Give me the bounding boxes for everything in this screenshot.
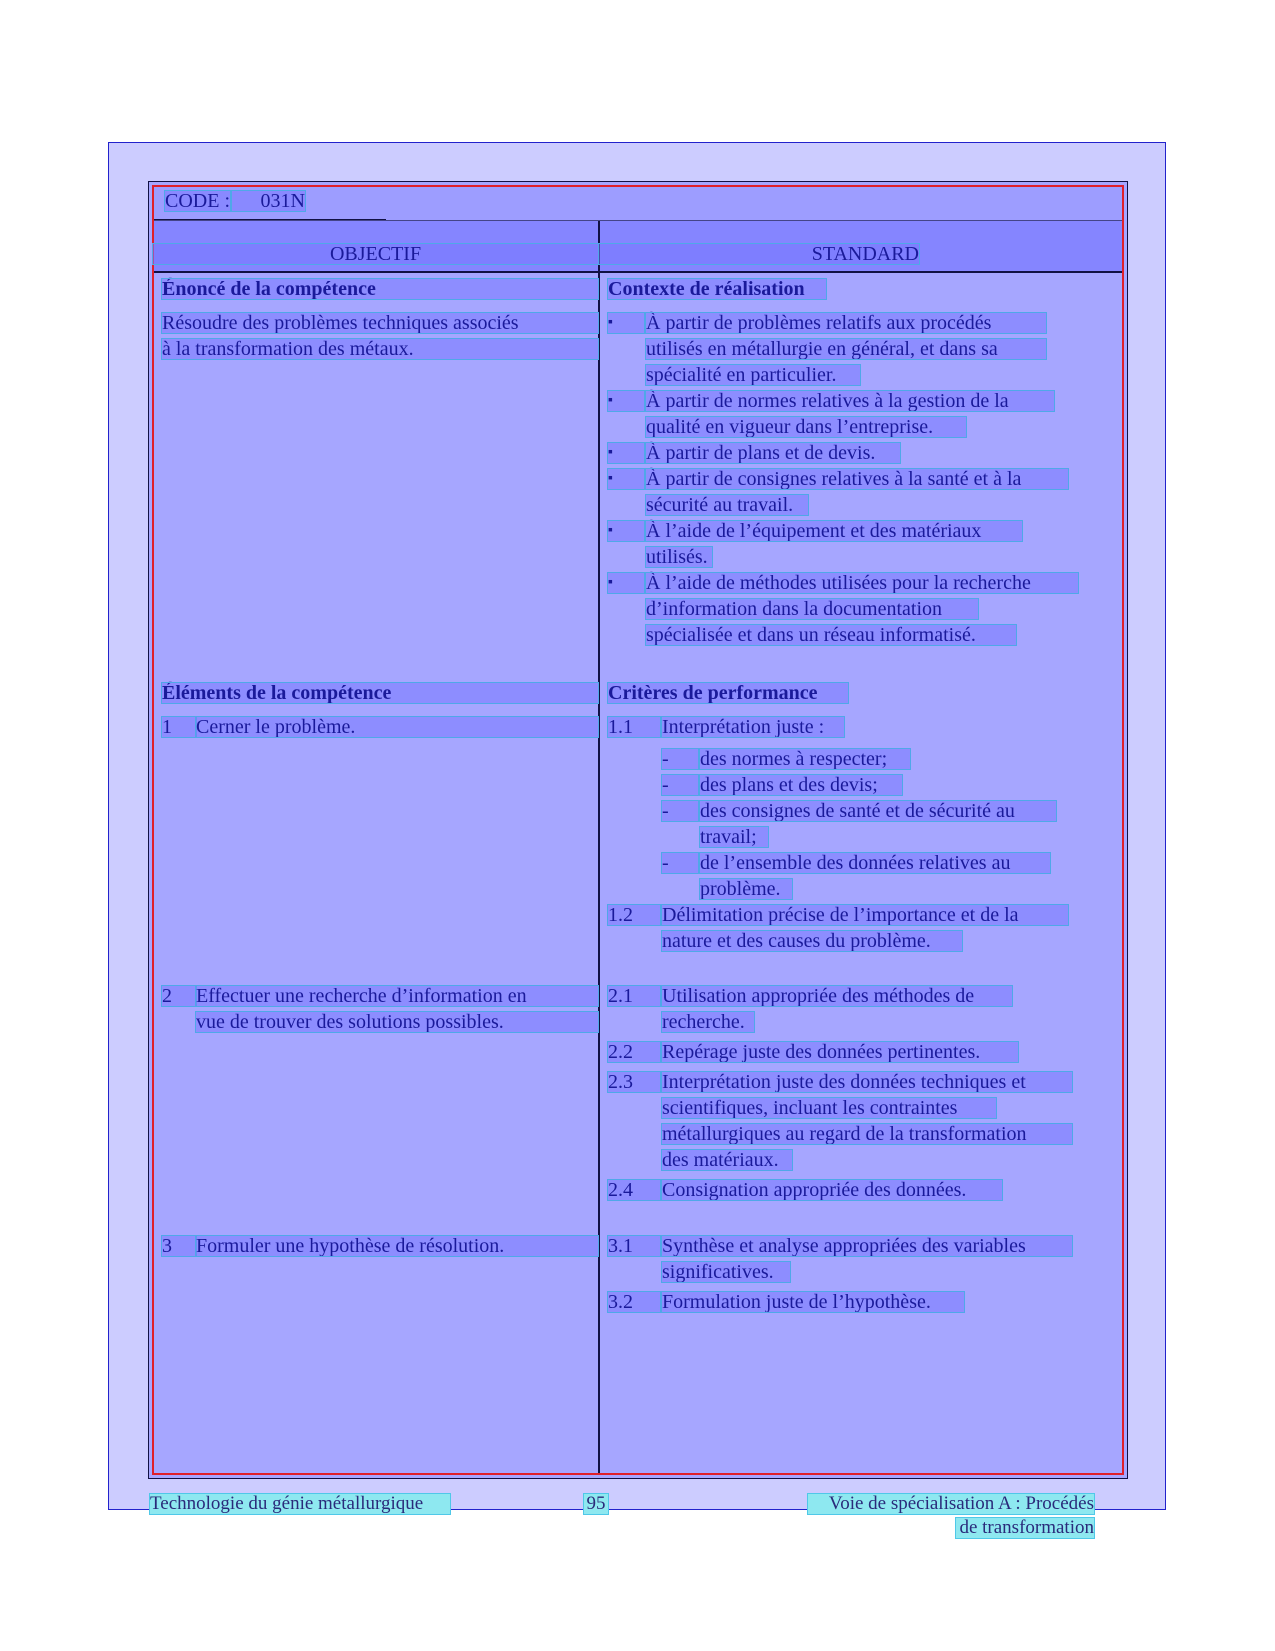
criterion-line: Interprétation juste : [662, 717, 844, 737]
column-header-objectif: OBJECTIF [153, 244, 598, 264]
bullet-icon: ▪ [608, 443, 644, 463]
criterion-line: Repérage juste des données pertinentes. [662, 1042, 1018, 1062]
context-line: À l’aide de méthodes utilisées pour la recherche [646, 573, 1078, 593]
context-line: qualité en vigueur dans l’entreprise. [646, 417, 966, 437]
code-label: CODE : [165, 190, 230, 212]
criterion-number: 2.3 [608, 1072, 660, 1092]
enonce-line: Résoudre des problèmes techniques associés [162, 313, 598, 333]
criterion-subline: des plans et des devis; [700, 775, 902, 795]
context-line: spécialisée et dans un réseau informatisé. [646, 625, 1016, 645]
criterion-number: 2.2 [608, 1042, 660, 1062]
criterion-number: 1.2 [608, 905, 660, 925]
section-title-contexte: Contexte de réalisation [608, 279, 826, 299]
criterion-line: des matériaux. [662, 1150, 792, 1170]
criterion-subline: problème. [700, 879, 792, 899]
criterion-subline: de l’ensemble des données relatives au [700, 853, 1050, 873]
dash-icon: - [662, 775, 698, 795]
criterion-number: 2.4 [608, 1180, 660, 1200]
bullet-icon: ▪ [608, 391, 644, 411]
criterion-line: Formulation juste de l’hypothèse. [662, 1292, 964, 1312]
bullet-icon: ▪ [608, 469, 644, 489]
bullet-icon: ▪ [608, 521, 644, 541]
section-title-elements: Éléments de la compétence [162, 683, 598, 703]
element-line: vue de trouver des solutions possibles. [196, 1012, 598, 1032]
context-line: À l’aide de l’équipement et des matériaux [646, 521, 1022, 541]
criterion-line: significatives. [662, 1262, 790, 1282]
section-title-enonce: Énoncé de la compétence [162, 279, 598, 299]
criterion-line: métallurgiques au regard de la transformation [662, 1124, 1072, 1144]
dash-icon: - [662, 801, 698, 821]
context-line: sécurité au travail. [646, 495, 808, 515]
competency-table [148, 181, 1128, 1479]
criterion-number: 2.1 [608, 986, 660, 1006]
criterion-line: Consignation appropriée des données. [662, 1180, 1002, 1200]
context-line: utilisés. [646, 547, 712, 567]
criterion-line: Interprétation juste des données techniques et [662, 1072, 1072, 1092]
element-number: 2 [162, 986, 196, 1006]
criterion-line: nature et des causes du problème. [662, 931, 962, 951]
context-line: À partir de normes relatives à la gestion de la [646, 391, 1054, 411]
context-line: utilisés en métallurgie en général, et dans sa [646, 339, 1046, 359]
dash-icon: - [662, 853, 698, 873]
page-number: 95 [584, 1494, 608, 1514]
dash-icon: - [662, 749, 698, 769]
enonce-line: à la transformation des métaux. [162, 339, 598, 359]
footer-left: Technologie du génie métallurgique [150, 1494, 450, 1514]
bullet-icon: ▪ [608, 313, 644, 333]
column-divider [598, 221, 600, 1475]
element-number: 3 [162, 1236, 196, 1256]
context-line: À partir de problèmes relatifs aux procédés [646, 313, 1046, 333]
element-number: 1 [162, 717, 196, 737]
element-line: Formuler une hypothèse de résolution. [196, 1236, 598, 1256]
criterion-line: recherche. [662, 1012, 754, 1032]
footer-right-line: Voie de spécialisation A : Procédés [808, 1494, 1094, 1514]
criterion-number: 1.1 [608, 717, 660, 737]
code-value: 031N [232, 191, 305, 211]
context-line: À partir de consignes relatives à la santé et à la [646, 469, 1068, 489]
criterion-subline: des consignes de santé et de sécurité au [700, 801, 1056, 821]
criterion-number: 3.2 [608, 1292, 660, 1312]
context-line: À partir de plans et de devis. [646, 443, 900, 463]
section-title-criteres: Critères de performance [608, 683, 848, 703]
header-divider [153, 271, 1123, 273]
criterion-line: Délimitation précise de l’importance et de la [662, 905, 1068, 925]
criterion-line: scientifiques, incluant les contraintes [662, 1098, 996, 1118]
bullet-icon: ▪ [608, 573, 644, 593]
criterion-line: Synthèse et analyse appropriées des variables [662, 1236, 1072, 1256]
element-line: Cerner le problème. [196, 717, 598, 737]
element-line: Effectuer une recherche d’information en [196, 986, 598, 1006]
criterion-line: Utilisation appropriée des méthodes de [662, 986, 1012, 1006]
criterion-subline: travail; [700, 827, 768, 847]
footer-right-line: de transformation [956, 1518, 1094, 1538]
criterion-subline: des normes à respecter; [700, 749, 910, 769]
criterion-number: 3.1 [608, 1236, 660, 1256]
column-header-standard: STANDARD [599, 244, 919, 264]
context-line: d’information dans la documentation [646, 599, 978, 619]
context-line: spécialité en particulier. [646, 365, 860, 385]
